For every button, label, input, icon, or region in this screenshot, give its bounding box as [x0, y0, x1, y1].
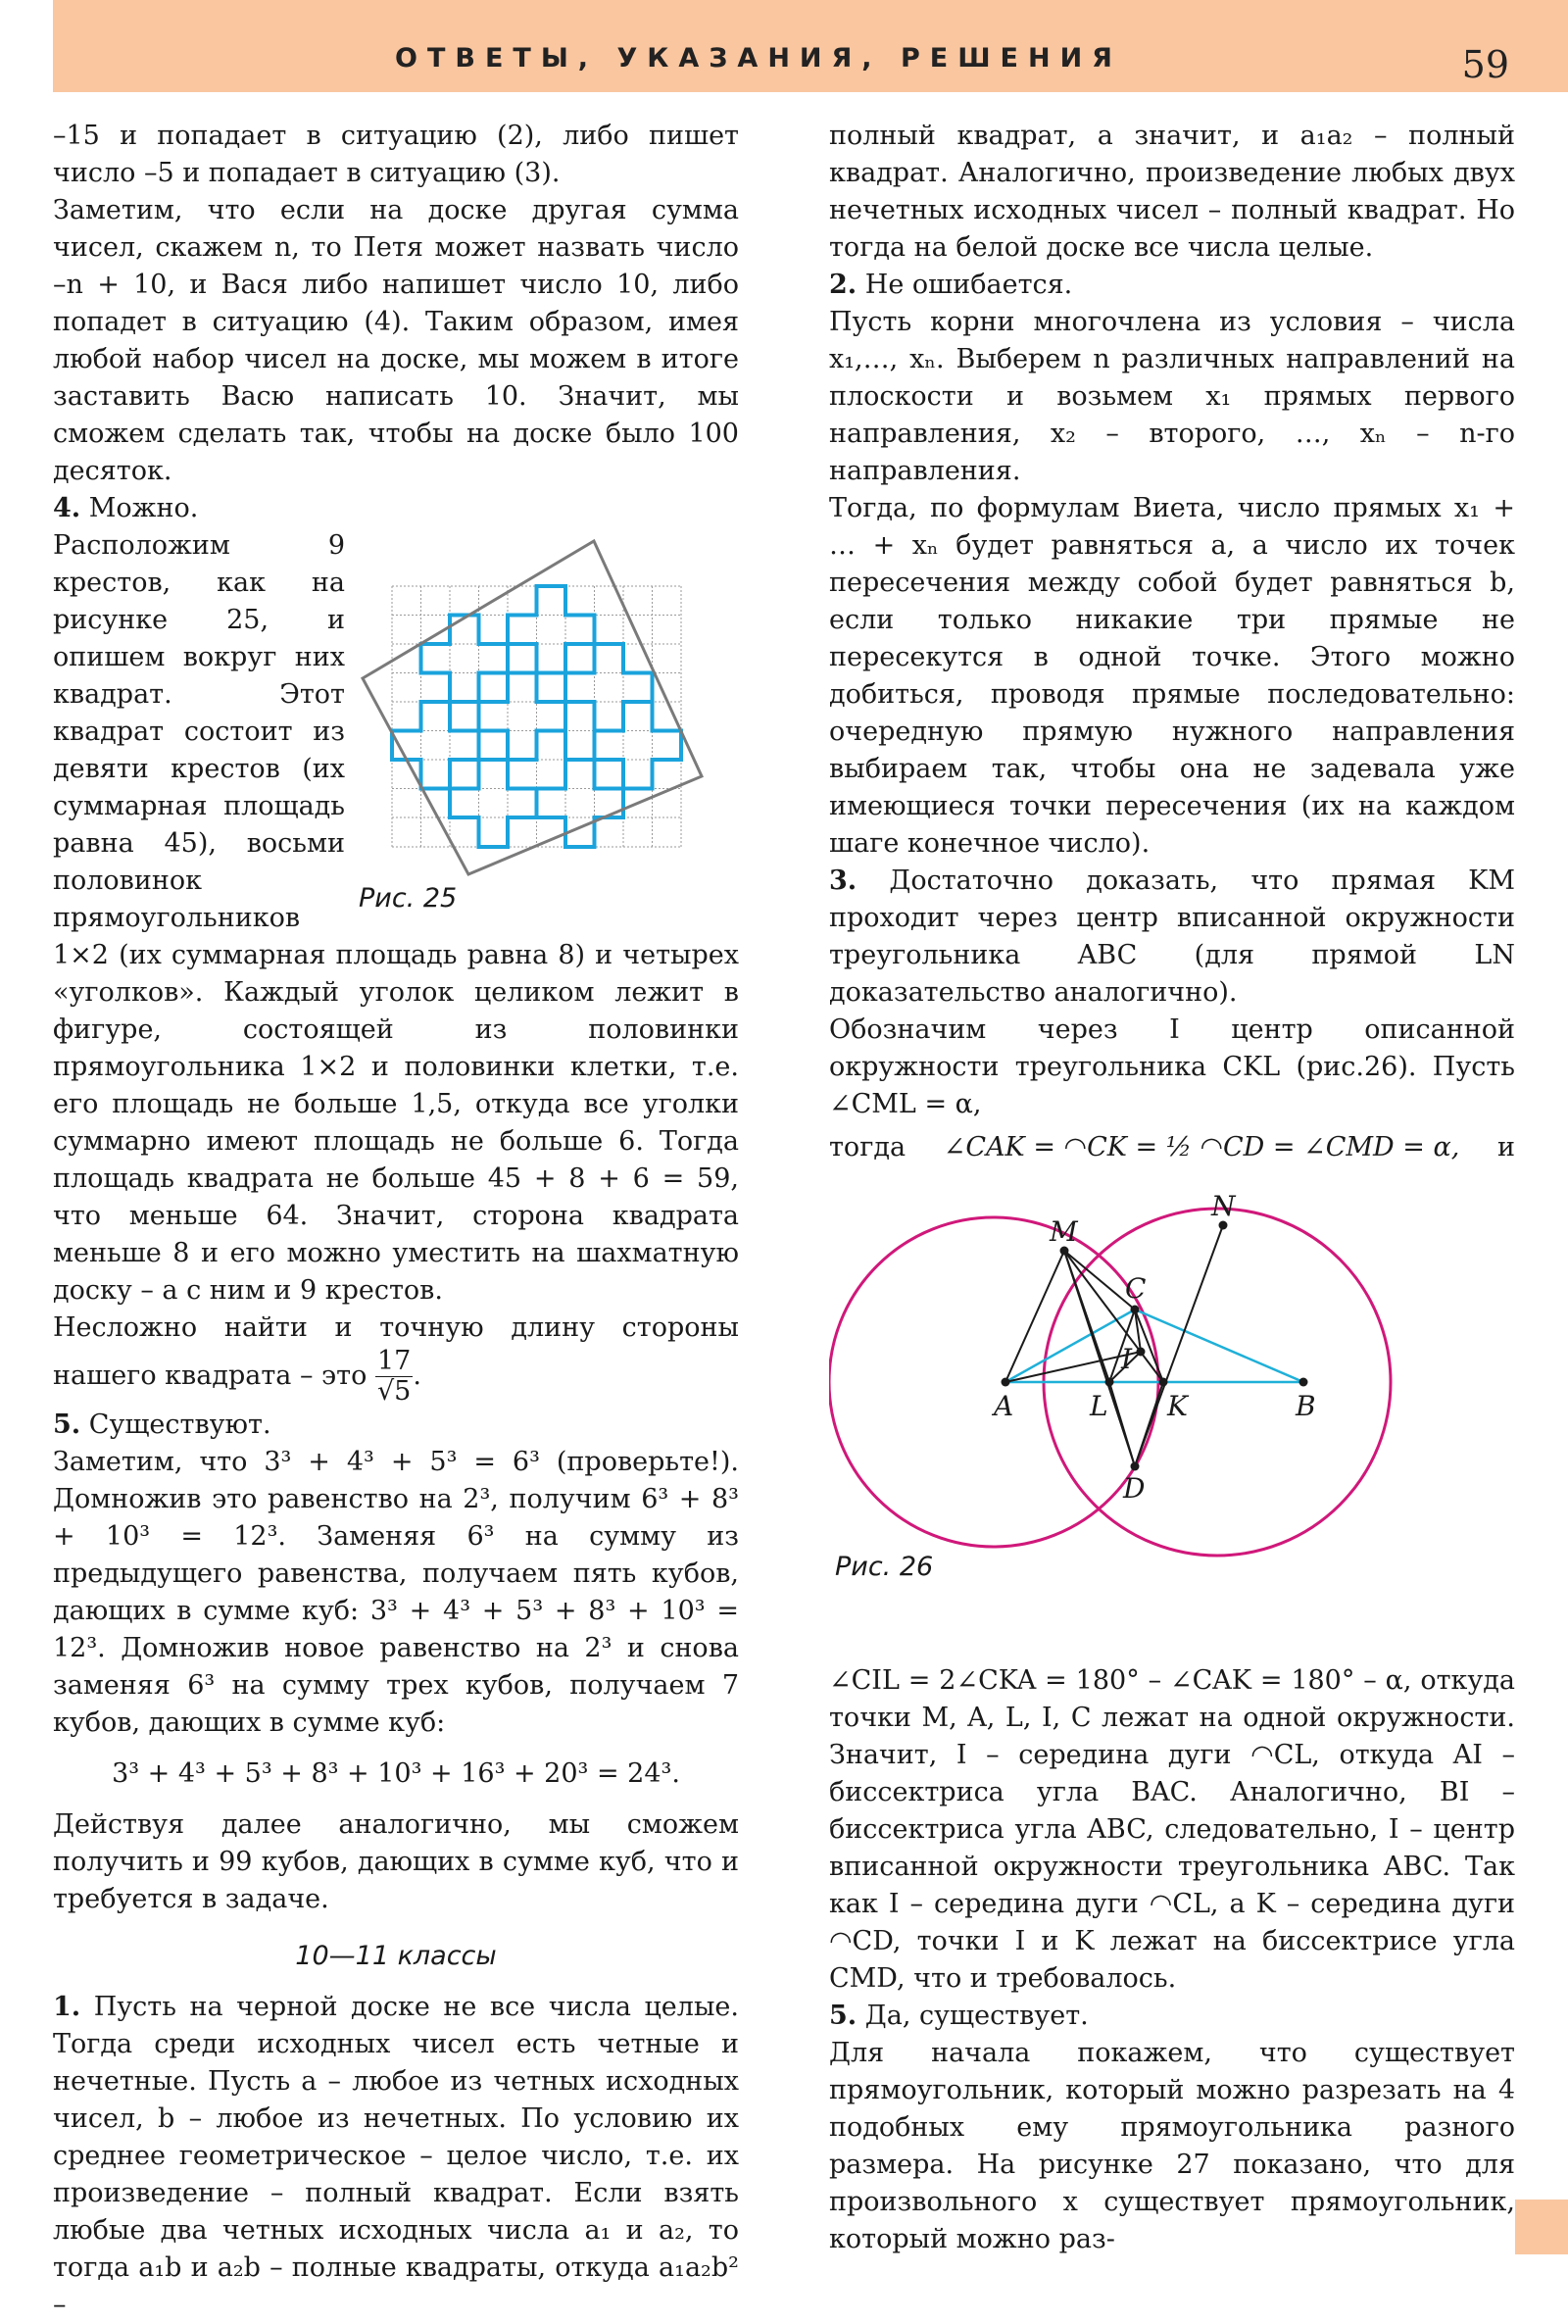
label-b: B — [1296, 1390, 1316, 1422]
section-heading: 10—11 классы — [295, 1941, 497, 1971]
figure-26 — [829, 1172, 1515, 1633]
paragraph: полный квадрат, а значит, и a₁a₂ – полный квадрат. Аналогично, произведение любых двух нечетных исходных чисел – полный квадрат. Но тогда на белой доске все числа целые. — [829, 121, 1515, 263]
label-c: C — [1125, 1272, 1147, 1305]
answer-5-right — [829, 1998, 1515, 2035]
angle-formula: ∠CAK = ◠CK = ½ ◠CD = ∠CMD = α, — [943, 1132, 1460, 1162]
problem-number: 1. — [53, 1992, 81, 2022]
paragraph-text: Несложно найти и точную длину стороны нашего квадрата – это — [53, 1312, 739, 1391]
answer-4 — [53, 490, 739, 527]
problem-number: 2. — [829, 270, 858, 300]
black-lines — [1005, 1225, 1223, 1466]
paragraph: Для начала покажем, что существует прямоугольник, который можно разрезать на 4 подобных ему прямоугольника разного размера. На рисунке 27 показано, что для произвольного x существует прямоугольник, который можно раз- — [829, 2038, 1515, 2254]
answer-text: Существуют. — [88, 1409, 271, 1440]
paragraph-text: Пусть на черной доске не все числа целые. Тогда среди исходных чисел есть четные и нечетные. Пусть a – любое из четных исходных чисел, b – любое из нечетных. По условию их среднее геометрическое – целое число, т.е. их произведение – полный квадрат. Если взять любые два четных исходных числа a₁ и a₂, то тогда a₁b и a₂b – полные квадраты, откуда a₁a₂b² – — [53, 1992, 739, 2320]
left-column — [53, 118, 739, 2324]
cubes-formula: 3³ + 4³ + 5³ + 8³ + 10³ + 16³ + 20³ = 24³. — [112, 1758, 680, 1789]
angle-formula-line — [829, 1129, 1515, 1166]
paragraph: Тогда, по формулам Виета, число прямых x₁ + … + xₙ будет равняться a, а число их точек пересечения между собой будет равняться b, если только никакие три прямые не пересекутся в одной точке. Этого можно добиться, проводя прямые последовательно: очередную прямую нужного направления выбираем так, чтобы она не задевала уже имеющиеся точки пересечения (их на каждом шаге конечное число). — [829, 493, 1515, 859]
paragraph-side-length: Несложно найти и точную длину стороны нашего квадрата – это $\frac{17}{√5}$ . — [53, 1312, 739, 1407]
paragraph: –15 и попадает в ситуацию (2), либо пишет число –5 и попадает в ситуацию (3). — [53, 121, 739, 188]
label-a: A — [994, 1390, 1014, 1422]
problem-number: 3. — [829, 865, 858, 896]
problem-1-block — [53, 1989, 739, 2324]
crosses-figure — [359, 531, 739, 884]
answer-text: Да, существует. — [864, 2001, 1089, 2031]
right-column — [829, 118, 1515, 2258]
label-m: M — [1050, 1215, 1078, 1248]
answer-text: Можно. — [88, 493, 199, 523]
paragraph: Обозначим через I центр описанной окружности треугольника CKL (рис.26). Пусть ∠CML = α, — [829, 1014, 1515, 1119]
page-number: 59 — [1461, 43, 1509, 86]
problem-number: 5. — [829, 2001, 858, 2031]
figure-26-caption: Рис. 26 — [835, 1552, 934, 1582]
label-l: L — [1090, 1390, 1108, 1422]
answer-5 — [53, 1407, 739, 1444]
fraction-denominator: √5 — [376, 1376, 412, 1407]
problem-number: 5. — [53, 1409, 81, 1440]
paragraph: Пусть корни многочлена из условия – числа x₁,…, xₙ. Выберем n различных направлений на плоскости и возьмем x₁ прямых первого направления, x₂ – второго, …, xₙ – n-го направления. — [829, 307, 1515, 486]
fraction — [375, 1347, 413, 1407]
fraction-numerator: 17 — [375, 1347, 413, 1377]
paragraph-with-figure — [53, 527, 739, 1310]
problem-3-block — [829, 863, 1515, 1012]
formula-lead: тогда — [829, 1132, 906, 1162]
label-i: I — [1121, 1343, 1133, 1375]
figure-25-caption: Рис. 25 — [359, 883, 458, 914]
formula-tail: и — [1497, 1132, 1515, 1162]
figure-25 — [359, 531, 739, 933]
label-k: K — [1167, 1390, 1188, 1422]
answer-text: Не ошибается. — [864, 270, 1073, 300]
problem-number: 4. — [53, 493, 81, 523]
page-header — [53, 0, 1568, 92]
paragraph: Заметим, что если на доске другая сумма чисел, скажем n, то Петя может назвать число –n + 10, и Вася либо напишет число 10, либо попадет в ситуацию (4). Таким образом, имея любой набор чисел на доске, мы можем в итоге заставить Васю написать 10. Значит, мы сможем сделать так, чтобы на доске было 100 десяток. — [53, 195, 739, 486]
circles-figure — [829, 1172, 1515, 1584]
paragraph: Расположим 9 крестов, как на рисунке 25, и опишем вокруг них квадрат. Этот квадрат состоит из девяти крестов (их суммарная площадь равна 45), восьми половинок прямоугольников 1×2 (их суммарная площадь равна 8) и четырех «уголков». Каждый уголок целиком лежит в фигуре, состоящей из половинки прямоугольника 1×2 и половинки клетки, т.е. его площадь не больше 1,5, откуда все уголки суммарно имеют площадь не больше 6. Тогда площадь квадрата не больше 45 + 8 + 6 = 59, что меньше 64. Значит, сторона квадрата меньше 8 и его можно уместить на шахматную доску – а с ним и 9 крестов. — [53, 530, 739, 1306]
corner-tab — [1515, 2200, 1568, 2254]
paragraph-text: Достаточно доказать, что прямая KM проходит через центр вписанной окружности треугольника ABC (для прямой LN доказательство аналогично). — [829, 865, 1516, 1008]
answer-2 — [829, 267, 1515, 304]
label-n: N — [1211, 1190, 1236, 1222]
label-d: D — [1123, 1472, 1146, 1505]
header-title: ОТВЕТЫ, УКАЗАНИЯ, РЕШЕНИЯ — [395, 43, 1122, 74]
paragraph: Действуя далее аналогично, мы сможем получить и 99 кубов, дающих в сумме куб, что и требуется в задаче. — [53, 1809, 739, 1914]
paragraph: ∠CIL = 2∠CKA = 180° – ∠CAK = 180° – α, откуда точки M, A, L, I, C лежат на одной окружности. Значит, I – середина дуги ◠CL, откуда AI – биссектриса угла BAC. Аналогично, BI – биссектриса угла ABC, следовательно, I – центр вписанной окружности треугольника ABC. Так как I – середина дуги ◠CL, а K – середина дуги ◠CD, точки I и K лежат на биссектрисе угла CMD, что и требовалось. — [829, 1665, 1515, 1994]
paragraph: Заметим, что 3³ + 4³ + 5³ = 6³ (проверьте!). Домножив это равенство на 2³, получим 6³ + 8³ + 10³ = 12³. Заменяя 6³ на сумму из предыдущего равенства, получаем пять кубов, дающих в сумме куб: 3³ + 4³ + 5³ + 8³ + 10³ = 12³. Домножив новое равенство на 2³ и снова заменяя 6³ на сумму трех кубов, получаем 7 кубов, дающих в сумме куб: — [53, 1447, 739, 1738]
